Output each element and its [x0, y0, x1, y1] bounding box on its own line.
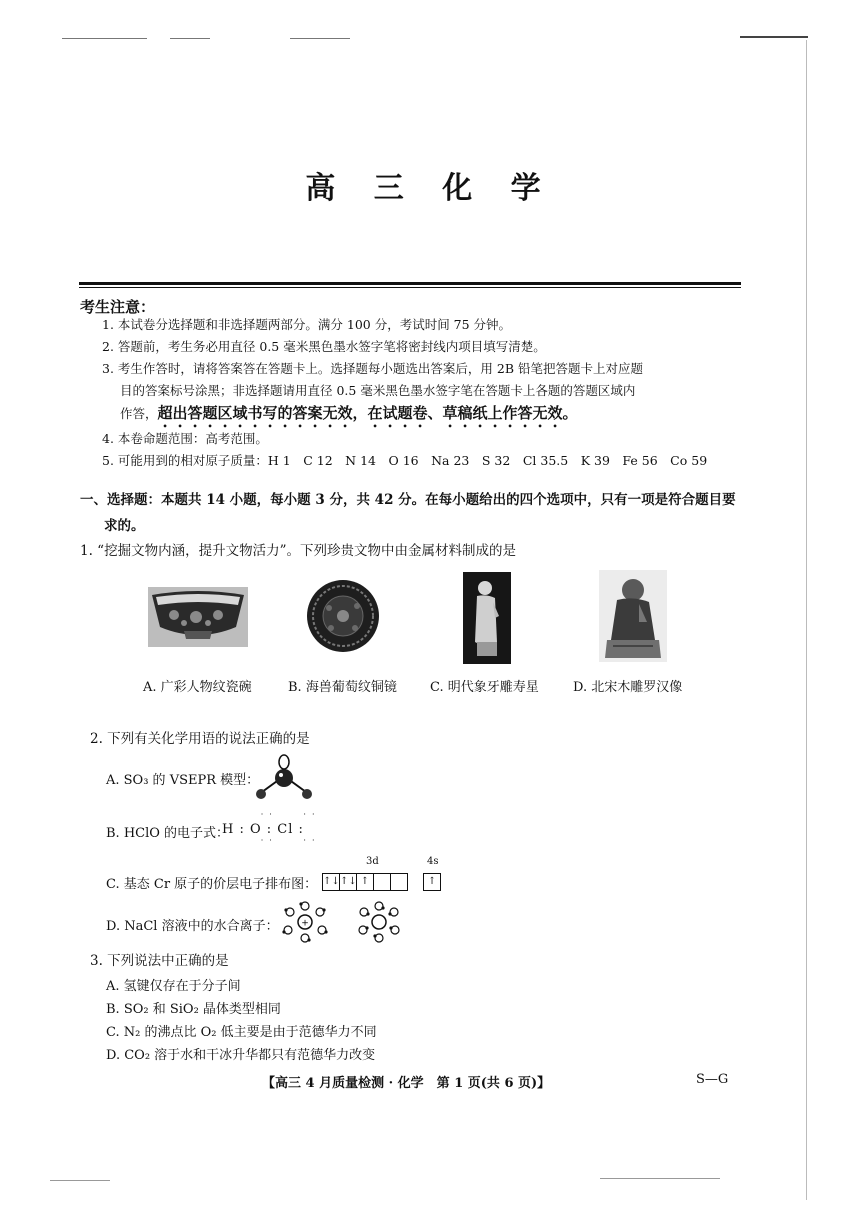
section-1-heading-cont: 求的。: [104, 518, 145, 534]
paper-code: S—G: [696, 1072, 729, 1087]
q3-option-a: A. 氢键仅存在于分子间: [106, 979, 241, 994]
bronze-mirror-image: [305, 578, 381, 654]
q2-option-c: C. 基态 Cr 原子的价层电子排布图：: [106, 877, 318, 892]
q1-option-a: A. 广彩人物纹瓷碗: [143, 680, 252, 695]
title-rule: [79, 282, 741, 285]
q3-option-d: D. CO₂ 溶于水和干冰升华都只有范德华力改变: [106, 1048, 376, 1063]
q2-option-b: B. HClO 的电子式：: [106, 826, 230, 841]
notice-heading: 考生注意：: [80, 298, 156, 316]
scan-top-line: [170, 38, 210, 39]
orbital-box-3d-2: ↑↓: [339, 873, 357, 891]
porcelain-bowl-image: [148, 587, 248, 647]
notice-item-2: 2. 答题前，考生务必用直径 0.5 毫米黑色墨水签字笔将密封线内项目填写清楚。: [102, 339, 546, 354]
q2-option-d: D. NaCl 溶液中的水合离子：: [106, 919, 279, 934]
wooden-arhat-image: [599, 570, 667, 662]
scan-top-line: [290, 38, 350, 39]
q3-option-b: B. SO₂ 和 SiO₂ 晶体类型相同: [106, 1002, 281, 1017]
q1-stem: 1. “挖掘文物内涵，提升文物活力”。下列珍贵文物中由金属材料制成的是: [80, 543, 516, 559]
orbital-label-3d: 3d: [366, 856, 379, 867]
svg-text:+: +: [301, 918, 309, 929]
notice-item-1: 1. 本试卷分选择题和非选择题两部分。满分 100 分，考试时间 75 分钟。: [102, 317, 512, 332]
q3-stem: 3. 下列说法中正确的是: [90, 953, 229, 969]
notice-item-3: 3. 考生作答时，请将答案答在答题卡上。选择题每小题选出答案后，用 2B 铅笔把答题卡上对应题: [102, 361, 643, 376]
scan-top-line: [62, 38, 147, 39]
ivory-statue-image: [463, 572, 511, 664]
hydrated-cl-ion-diagram: [355, 900, 403, 944]
q1-option-b: B. 海兽葡萄纹铜镜: [288, 680, 397, 695]
hydrated-na-ion-diagram: [278, 900, 332, 944]
notice-item-3-prefix: 作答，: [120, 406, 158, 421]
q3-option-c: C. N₂ 的沸点比 O₂ 低主要是由于范德华力不同: [106, 1025, 377, 1040]
page-footer: 【高三 4 月质量检测 · 化学 第 1 页(共 6 页)】: [262, 1076, 551, 1091]
scan-bottom-line: [600, 1178, 720, 1179]
orbital-box-3d-5: [390, 873, 408, 891]
electron-dots-top: ·· ··: [218, 810, 321, 819]
hclo-electron-formula: H : O : Cl :: [222, 822, 304, 837]
q1-option-c: C. 明代象牙雕寿星: [430, 680, 539, 695]
section-1-heading: 一、选择题：本题共 14 小题，每小题 3 分，共 42 分。在每小题给出的四个选项中，只有一项是符合题目要: [80, 492, 736, 508]
notice-item-3-emphasis: 超出答题区域书写的答案无效，在试题卷、草稿纸上作答无效。: [157, 404, 578, 422]
title-rule-thin: [79, 287, 741, 288]
page-title: 高 三 化 学: [305, 171, 555, 206]
so3-vsepr-model-diagram: [252, 754, 316, 804]
notice-item-5: 5. 可能用到的相对原子质量：H 1 C 12 N 14 O 16 Na 23 S 32 Cl 35.5 K 39 Fe 56 Co 59: [102, 453, 708, 468]
q2-stem: 2. 下列有关化学用语的说法正确的是: [90, 731, 310, 747]
orbital-label-4s: 4s: [427, 856, 439, 867]
q1-option-d: D. 北宋木雕罗汉像: [573, 680, 683, 695]
electron-dots-bottom: ·· ··: [218, 836, 321, 845]
scan-right-edge: [806, 40, 807, 1200]
orbital-box-3d-1: ↑↓: [322, 873, 340, 891]
scan-bottom-line: [50, 1180, 110, 1181]
notice-item-4: 4. 本卷命题范围：高考范围。: [102, 431, 268, 446]
q2-option-a: A. SO₃ 的 VSEPR 模型：: [106, 773, 260, 788]
orbital-box-4s: ↑: [423, 873, 441, 891]
notice-item-3-cont: 目的答案标号涂黑；非选择题请用直径 0.5 毫米黑色墨水签字笔在答题卡上各题的答题区域内: [120, 383, 636, 398]
orbital-box-3d-4: [373, 873, 391, 891]
cr-orbital-diagram: [323, 871, 441, 891]
orbital-box-3d-3: ↑: [356, 873, 374, 891]
notice-item-3-cont2: [120, 402, 578, 431]
scan-top-line: [740, 36, 808, 38]
